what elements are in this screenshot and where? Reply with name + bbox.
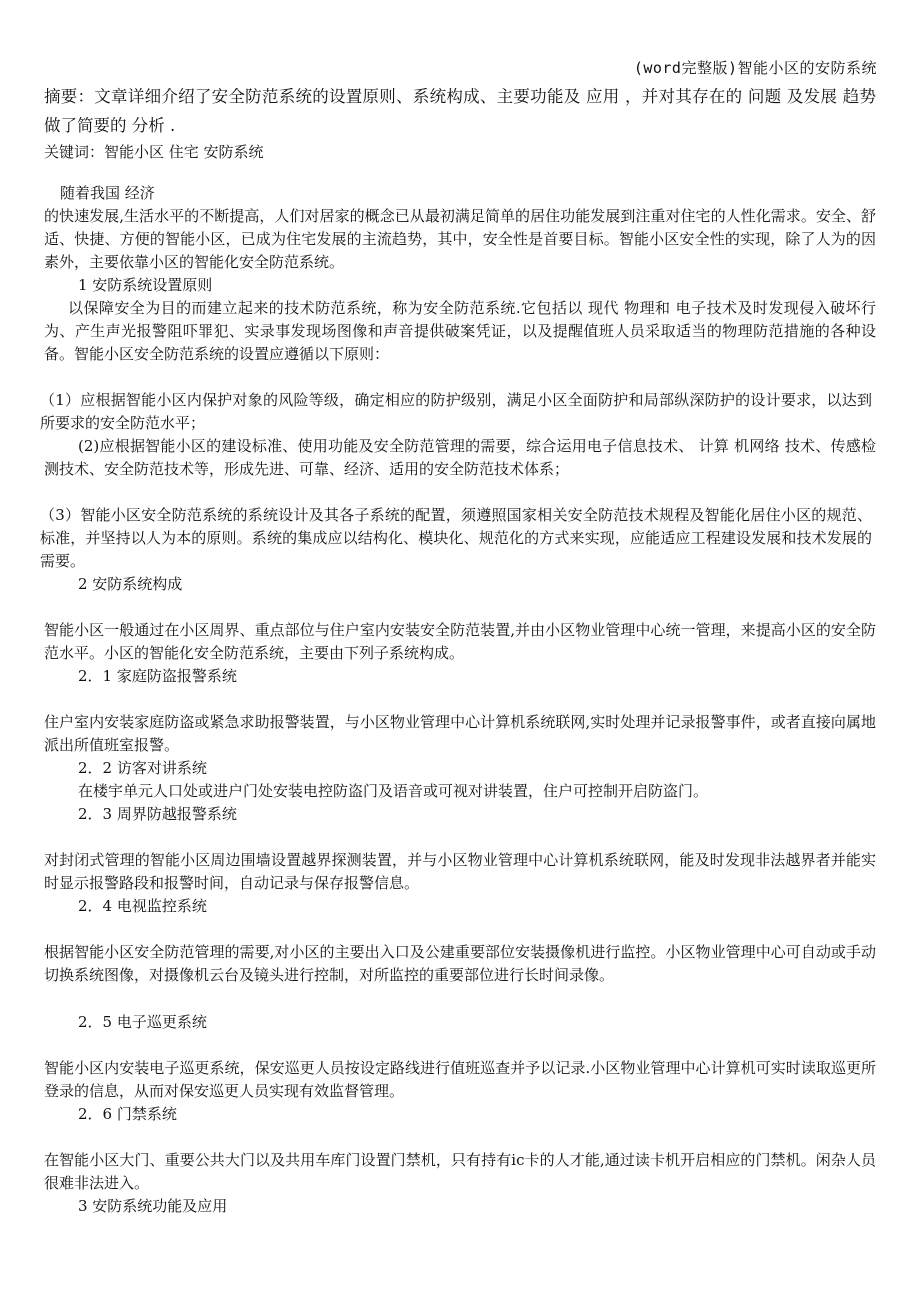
page-header: (word完整版)智能小区的安防系统 xyxy=(633,59,877,77)
keywords: 关键词：智能小区 住宅 安防系统 xyxy=(44,143,264,161)
section-2-2-heading: 2．2 访客对讲系统 xyxy=(78,759,207,777)
principle-1: （1）应根据智能小区内保护对象的风险等级，确定相应的防护级别，满足小区全面防护和局部纵深防护的设计要求，以达到所要求的安全防范水平； xyxy=(40,391,872,432)
intro-lead: 随着我国 经济 xyxy=(60,184,155,202)
section-2-1-paragraph: 住户室内安装家庭防盗或紧急求助报警装置，与小区物业管理中心计算机系统联网,实时处理并记录报警事件，或者直接向属地派出所值班室报警。 xyxy=(44,713,876,754)
intro-paragraph: 的快速发展,生活水平的不断提高，人们对居家的概念已从最初满足简单的居住功能发展到注重对住宅的人性化需求。安全、舒适、快捷、方便的智能小区，已成为住宅发展的主流趋势，其中，安全性是首要目标。智能小区安全性的实现，除了人为的因素外，主要依靠小区的智能化安全防范系统。 xyxy=(44,207,876,271)
section-2-5-heading: 2．5 电子巡更系统 xyxy=(78,1013,207,1031)
section-2-heading: 2 安防系统构成 xyxy=(78,575,183,593)
section-2-5-paragraph: 智能小区内安装电子巡更系统，保安巡更人员按设定路线进行值班巡查并予以记录.小区物业管理中心计算机可实时读取巡更所登录的信息，从而对保安巡更人员实现有效监督管理。 xyxy=(44,1059,876,1100)
section-2-4-paragraph: 根据智能小区安全防范管理的需要,对小区的主要出入口及公建重要部位安装摄像机进行监控。小区物业管理中心可自动或手动切换系统图像，对摄像机云台及镜头进行控制，对所监控的重要部位进行长时间录像。 xyxy=(44,943,876,984)
section-2-6-heading: 2．6 门禁系统 xyxy=(78,1105,177,1123)
section-2-1-heading: 2．1 家庭防盗报警系统 xyxy=(78,667,237,685)
section-2-3-paragraph: 对封闭式管理的智能小区周边围墙设置越界探测装置，并与小区物业管理中心计算机系统联网，能及时发现非法越界者并能实时显示报警路段和报警时间，自动记录与保存报警信息。 xyxy=(44,851,876,892)
section-2-2-paragraph: 在楼宇单元人口处或进户门处安装电控防盗门及语音或可视对讲装置，住户可控制开启防盗门。 xyxy=(78,782,709,800)
section-2-paragraph: 智能小区一般通过在小区周界、重点部位与住户室内安装安全防范装置,并由小区物业管理中心统一管理，来提高小区的安全防范水平。小区的智能化安全防范系统，主要由下列子系统构成。 xyxy=(44,621,876,662)
abstract: 摘要：文章详细介绍了安全防范系统的设置原则、系统构成、主要功能及 应用 ，并对其存在的 问题 及发展 趋势做了简要的 分析 . xyxy=(44,87,876,135)
section-2-6-paragraph: 在智能小区大门、重要公共大门以及共用车库门设置门禁机，只有持有ic卡的人才能,通过读卡机开启相应的门禁机。闲杂人员很难非法进入。 xyxy=(44,1151,876,1192)
principle-3: （3）智能小区安全防范系统的系统设计及其各子系统的配置，须遵照国家相关安全防范技术规程及智能化居住小区的规范、标准，并坚持以人为本的原则。系统的集成应以结构化、模块化、规范化的方式来实现，应能适应工程建设发展和技术发展的需要。 xyxy=(40,506,872,570)
section-1-heading: 1 安防系统设置原则 xyxy=(78,276,213,294)
section-2-4-heading: 2．4 电视监控系统 xyxy=(78,897,207,915)
section-2-3-heading: 2．3 周界防越报警系统 xyxy=(78,805,237,823)
section-3-heading: 3 安防系统功能及应用 xyxy=(78,1197,228,1215)
principle-2: (2)应根据智能小区的建设标准、使用功能及安全防范管理的需要，综合运用电子信息技术、 计算 机网络 技术、传感检测技术、安全防范技术等，形成先进、可靠、经济、适用的安全防范技术体系； xyxy=(44,437,876,478)
section-1-paragraph: 以保障安全为目的而建立起来的技术防范系统，称为安全防范系统.它包括以 现代 物理和 电子技术及时发现侵入破坏行为、产生声光报警阻吓罪犯、实录事发现场图像和声音提供破案凭证，以及提醒值班人员采取适当的物理防范措施的各种设备。智能小区安全防范系统的设置应遵循以下原则： xyxy=(44,299,876,363)
